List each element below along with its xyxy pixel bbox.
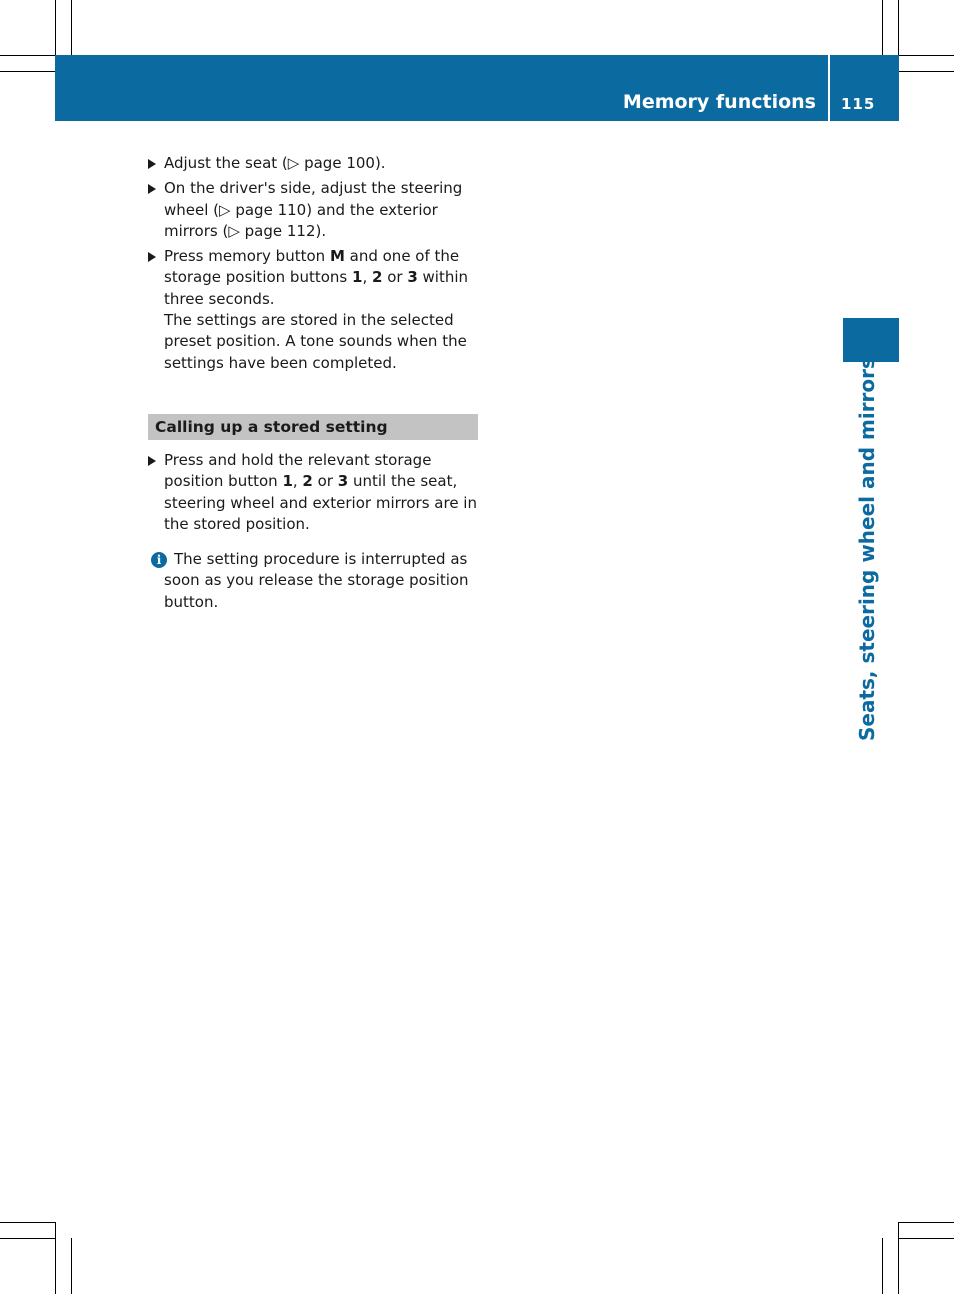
crop-mark [899,1222,954,1223]
chapter-tab [843,318,899,362]
button-label-1: 1 [282,472,293,491]
crop-mark [898,0,899,55]
button-label-3: 3 [337,472,349,491]
button-label-1: 1 [352,268,363,287]
button-label-2: 2 [302,472,313,491]
crop-mark [55,0,56,55]
page-ref-icon: ▷ [287,154,300,172]
header-divider [828,55,830,121]
crop-mark [0,55,55,56]
header-title: Memory functions [622,91,816,113]
page-ref-icon: ▷ [228,221,240,240]
crop-mark [899,71,954,72]
button-label-2: 2 [371,268,383,287]
instruction-step: On the driver's side, adjust the steering wheel (▷ page 110) and the exterior mirrors (▷ page 112). [148,178,478,242]
crop-mark [899,55,954,56]
crop-mark [898,1222,899,1294]
step-arrow-icon [148,159,156,169]
step-arrow-icon [148,252,156,262]
page-header [55,55,899,121]
crop-mark [71,0,72,55]
info-icon: i [151,552,167,568]
step-arrow-icon [148,456,156,466]
crop-mark [882,0,883,55]
button-label-3: 3 [407,268,418,287]
crop-mark [0,1222,55,1223]
instruction-step: Press memory button M and one of the storage position buttons 1, 2 or 3 within three seconds. The settings are stored in the selected preset position. A tone sounds when the settings have been completed. [148,246,478,374]
crop-mark [882,1238,883,1294]
chapter-title: Seats, steering wheel and mirrors [855,357,879,741]
button-label-m: M [329,247,345,266]
crop-mark [0,1238,55,1239]
crop-mark [55,1222,56,1294]
page-number: 115 [841,95,876,113]
info-note [148,549,478,613]
main-content [148,153,478,613]
step-result: The settings are stored in the selected preset position. A tone sounds when the settings have been completed. [164,311,467,372]
instruction-step: Press and hold the relevant storage position button 1, 2 or 3 until the seat, steering wheel and exterior mirrors are in the stored position. [148,450,478,535]
crop-mark [899,1238,954,1239]
instruction-step: Adjust the seat (▷ page 100). [148,153,478,174]
step-arrow-icon [148,184,156,194]
note-text: The setting procedure is interrupted as soon as you release the storage position button. [164,550,469,611]
section-heading: Calling up a stored setting [148,414,478,440]
crop-mark [0,71,55,72]
crop-mark [71,1238,72,1294]
page-ref-icon: ▷ [219,200,231,219]
